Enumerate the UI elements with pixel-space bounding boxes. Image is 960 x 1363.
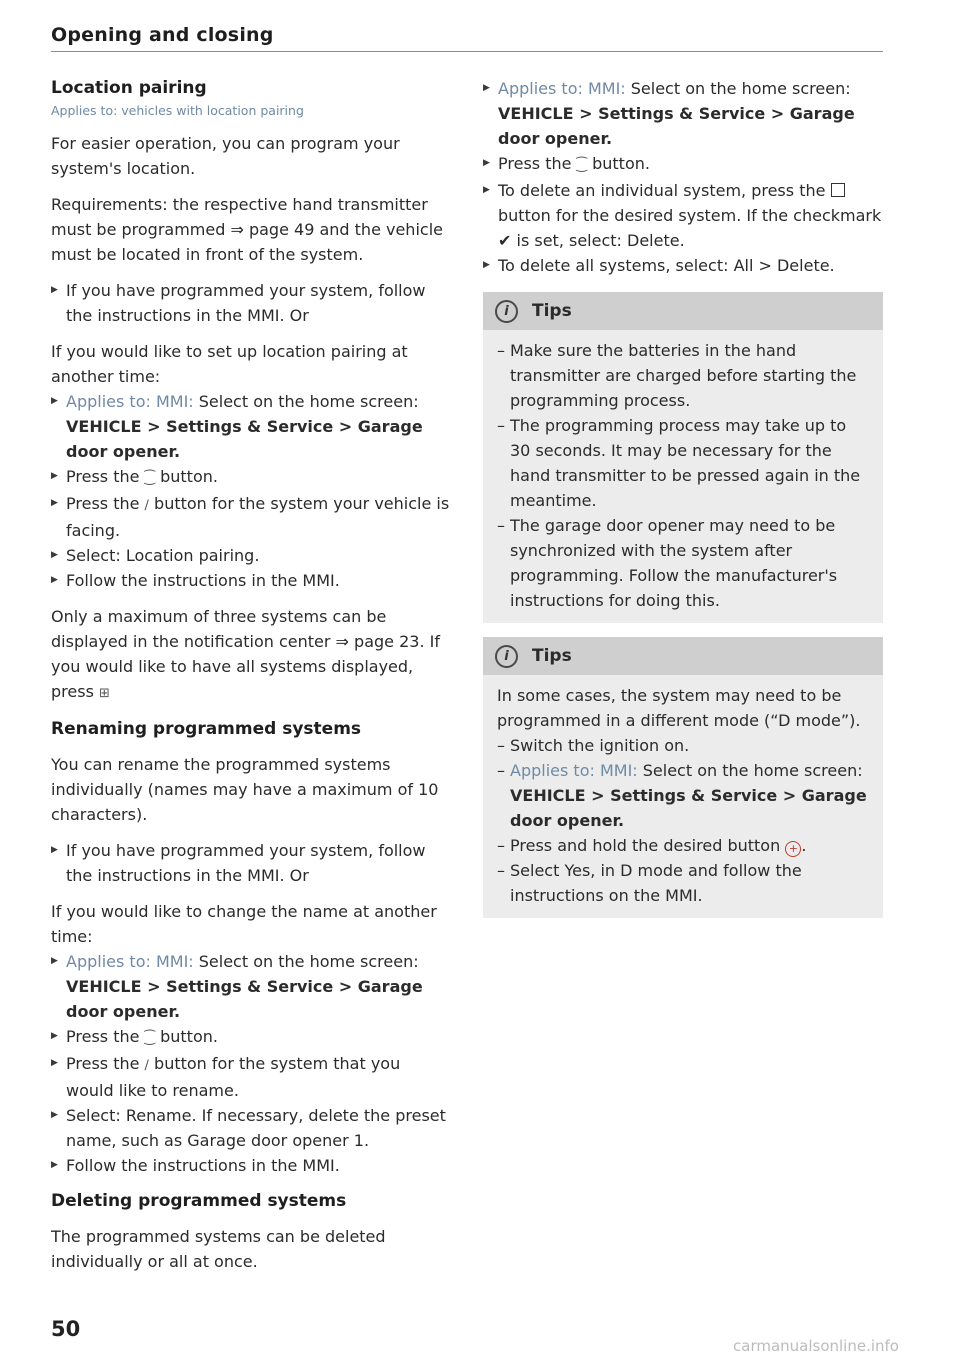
pencil-icon: ∕ [144, 1058, 149, 1073]
paragraph: If you would like to change the name at another time: [51, 902, 437, 946]
tips-label: Tips [532, 301, 572, 321]
step-text: Press the [66, 1027, 140, 1046]
step [51, 1051, 451, 1103]
checkbox-icon [831, 183, 845, 197]
step [51, 464, 451, 491]
step: ▶ If you have programmed your system, follow the instructions in the MMI. Or [51, 278, 451, 328]
step: ▶ If you have programmed your system, follow the instructions in the MMI. Or [51, 838, 451, 888]
applies-to-mmi-link: Applies to: MMI: [66, 952, 194, 971]
step: ▶ Select: Rename. If necessary, delete the preset name, such as Garage door opener 1. [51, 1103, 451, 1153]
plus-circle-icon: + [785, 841, 801, 857]
step-text: Select on the home screen: [198, 952, 419, 971]
tip-text: Select on the home screen: [642, 761, 863, 780]
tip-item: – The programming process may take up to 30 seconds. It may be necessary for the hand transmitter to be pressed again in the meantime. [497, 413, 869, 513]
step-text: button for the system that you would like to rename. [66, 1054, 401, 1100]
edit-list-icon: ⁐ [144, 471, 155, 486]
step-text: button for the system your vehicle is facing. [66, 494, 450, 540]
step-text: is set, select: Delete. [516, 231, 685, 250]
left-column [51, 76, 451, 1274]
paragraph: For easier operation, you can program your system's location. [51, 134, 400, 178]
step [51, 949, 451, 1024]
step [483, 178, 883, 253]
step-text: Select on the home screen: [198, 392, 419, 411]
tips-label: Tips [532, 646, 572, 666]
menu-path: VEHICLE > Settings & Service > Garage door opener. [66, 977, 423, 1021]
info-icon: i [495, 645, 518, 668]
tips-box [483, 637, 883, 918]
step [483, 151, 883, 178]
page-number: 50 [51, 1317, 81, 1341]
tips-header [483, 637, 883, 675]
step-text: Press the [66, 467, 140, 486]
right-column [483, 76, 883, 918]
paragraph: The programmed systems can be deleted individually or all at once. [51, 1227, 386, 1271]
step-text: Select on the home screen: [630, 79, 851, 98]
pencil-icon: ∕ [144, 498, 149, 513]
info-icon: i [495, 300, 518, 323]
tip-item: – Switch the ignition on. [497, 733, 869, 758]
step: ▶ Follow the instructions in the MMI. [51, 1153, 451, 1178]
tip-item: – Press and hold the desired button + . [497, 833, 869, 858]
tips-body [483, 330, 883, 613]
step-text: button. [592, 154, 650, 173]
paragraph: If you would like to set up location pairing at another time: [51, 342, 408, 386]
step-text: Press the [498, 154, 572, 173]
tip-item: – Select Yes, in D mode and follow the instructions on the MMI. [497, 858, 869, 908]
section-heading-renaming: Renaming programmed systems [51, 719, 362, 739]
tips-header [483, 292, 883, 330]
step: ▶ Follow the instructions in the MMI. [51, 568, 451, 593]
step: ▶ Select: Location pairing. [51, 543, 451, 568]
menu-path: VEHICLE > Settings & Service > Garage door opener. [66, 417, 423, 461]
tips-box [483, 292, 883, 623]
step-text: button. [160, 1027, 218, 1046]
menu-path: VEHICLE > Settings & Service > Garage door opener. [510, 786, 867, 830]
tip-item: – The garage door opener may need to be synchronized with the system after programming. Follow the manufacturer's instructions for doing this. [497, 513, 869, 613]
tips-body [483, 675, 883, 908]
step-text: button for the desired system. If the checkmark [498, 206, 882, 225]
step-text: Press the [66, 1054, 140, 1073]
step-text: Press the [66, 494, 140, 513]
menu-path: VEHICLE > Settings & Service > Garage door opener. [498, 104, 855, 148]
step: ▶ To delete all systems, select: All > Delete. [483, 253, 883, 278]
applies-to-mmi-link: Applies to: MMI: [66, 392, 194, 411]
step [51, 389, 451, 464]
section-heading-location-pairing: Location pairing [51, 78, 207, 98]
step-text: button. [160, 467, 218, 486]
step [51, 1024, 451, 1051]
grid-icon: ⊞ [99, 686, 110, 701]
applies-to-mmi-link: Applies to: MMI: [510, 761, 638, 780]
tip-item: – Make sure the batteries in the hand transmitter are charged before starting the programming process. [497, 338, 869, 413]
edit-list-icon: ⁐ [144, 1031, 155, 1046]
section-heading-deleting: Deleting programmed systems [51, 1191, 347, 1211]
step [483, 76, 883, 151]
paragraph: You can rename the programmed systems individually (names may have a maximum of 10 characters). [51, 755, 439, 824]
tip-item [497, 758, 869, 833]
paragraph [51, 604, 451, 706]
applies-to-mmi-link: Applies to: MMI: [498, 79, 626, 98]
header-rule [51, 51, 883, 52]
tip-text: Press and hold the desired button [510, 836, 781, 855]
paragraph-text: Only a maximum of three systems can be displayed in the notification center ⇒ page 23. If you would like to have all systems displayed, press [51, 607, 440, 701]
paragraph: Requirements: the respective hand transmitter must be programmed ⇒ page 49 and the vehicle must be located in front of the system. [51, 195, 443, 264]
step [51, 491, 451, 543]
footer-watermark: carmanualsonline.info [733, 1337, 899, 1355]
applies-to-note: Applies to: vehicles with location pairing [51, 103, 304, 118]
edit-list-icon: ⁐ [576, 158, 587, 173]
checkmark-icon: ✔ [498, 231, 512, 250]
step-text: To delete an individual system, press the [498, 181, 826, 200]
page-header-title: Opening and closing [51, 24, 274, 46]
tip-intro: In some cases, the system may need to be programmed in a different mode (“D mode”). [497, 686, 861, 730]
